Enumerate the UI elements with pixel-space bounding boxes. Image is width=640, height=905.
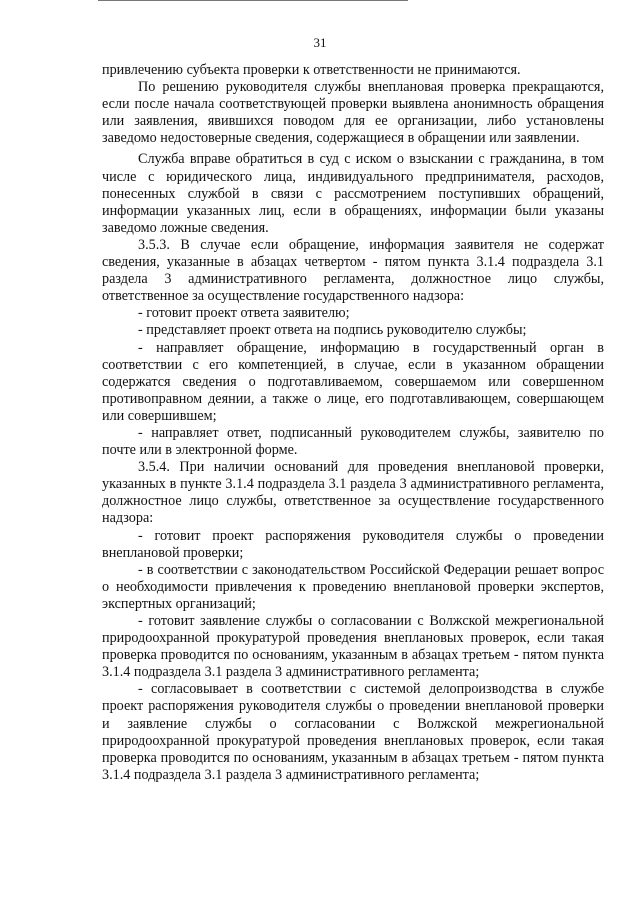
paragraph: Служба вправе обратиться в суд с иском о взыскании с гражданина, в том числе с юридического лица, индивидуального предпринимателя, расходов, понесенных службой в связи с рассмотрением поступивших обращений, информации указанных лиц, если в обращениях, информации были указаны заведомо ложные сведения. (102, 151, 604, 236)
list-item: - направляет ответ, подписанный руководителем службы, заявителю по почте или в электронной форме. (102, 424, 604, 459)
paragraph: привлечению субъекта проверки к ответственности не принимаются. (102, 62, 521, 78)
list-item: - готовит проект распоряжения руководителя службы о проведении внеплановой проверки; (102, 527, 604, 561)
page-number: 31 (313, 35, 327, 50)
list-item: - представляет проект ответа на подпись руководителю службы; (138, 322, 527, 339)
top-rule (98, 0, 408, 1)
list-item: - в соответствии с законодательством Российской Федерации решает вопрос о необходимости привлечения к проведению внеплановой проверки экспертов, экспертных организаций; (102, 561, 604, 612)
list-item: - готовит заявление службы о согласовании с Волжской межрегиональной природоохранной прокуратурой проведения внеплановых проверок, если такая проверка проводится по основаниям, указанным в абзацах третьем - пятом пункта 3.1.4 подраздела 3.1 раздела 3 административного регламента; (102, 613, 604, 681)
paragraph: По решению руководителя службы внеплановая проверка прекращаются, если после начала соответствующей проверки выявлена анонимность обращения или заявления, явившихся поводом для ее организации, либо установлены заведомо недостоверные сведения, содержащиеся в обращении или заявлении. (102, 79, 604, 147)
paragraph: 3.5.3. В случае если обращение, информация заявителя не содержат сведения, указанные в абзацах четвертом - пятом пункта 3.1.4 подраздела 3.1 раздела 3 административного регламента, должностное лицо службы, ответственное за осуществление государственного надзора: (102, 236, 604, 305)
list-item: - готовит проект ответа заявителю; (138, 305, 350, 322)
list-item: - направляет обращение, информацию в государственный орган в соответствии с его компетенцией, в случае, если в указанном обращении содержатся сведения о подготавливаемом, совершаемом или совершенном противоправном деянии, а также о лице, его подготавливающем, совершающем или совершившем; (102, 339, 604, 424)
list-item: - согласовывает в соответствии с системой делопроизводства в службе проект распоряжения руководителя службы о проведении внеплановой проверки и заявление службы о согласовании с Волжской межрегиональной природоохранной прокуратурой проведения внеплановых проверок, если такая проверка проводится по основаниям, указанным в абзацах третьем - пятом пункта 3.1.4 подраздела 3.1 раздела 3 административного регламента; (102, 681, 604, 783)
paragraph: 3.5.4. При наличии оснований для проведения внеплановой проверки, указанных в пункте 3.1.4 подраздела 3.1 раздела 3 административного регламента, должностное лицо службы, ответственное за осуществление государственного надзора: (102, 459, 604, 527)
document-body (102, 62, 604, 784)
